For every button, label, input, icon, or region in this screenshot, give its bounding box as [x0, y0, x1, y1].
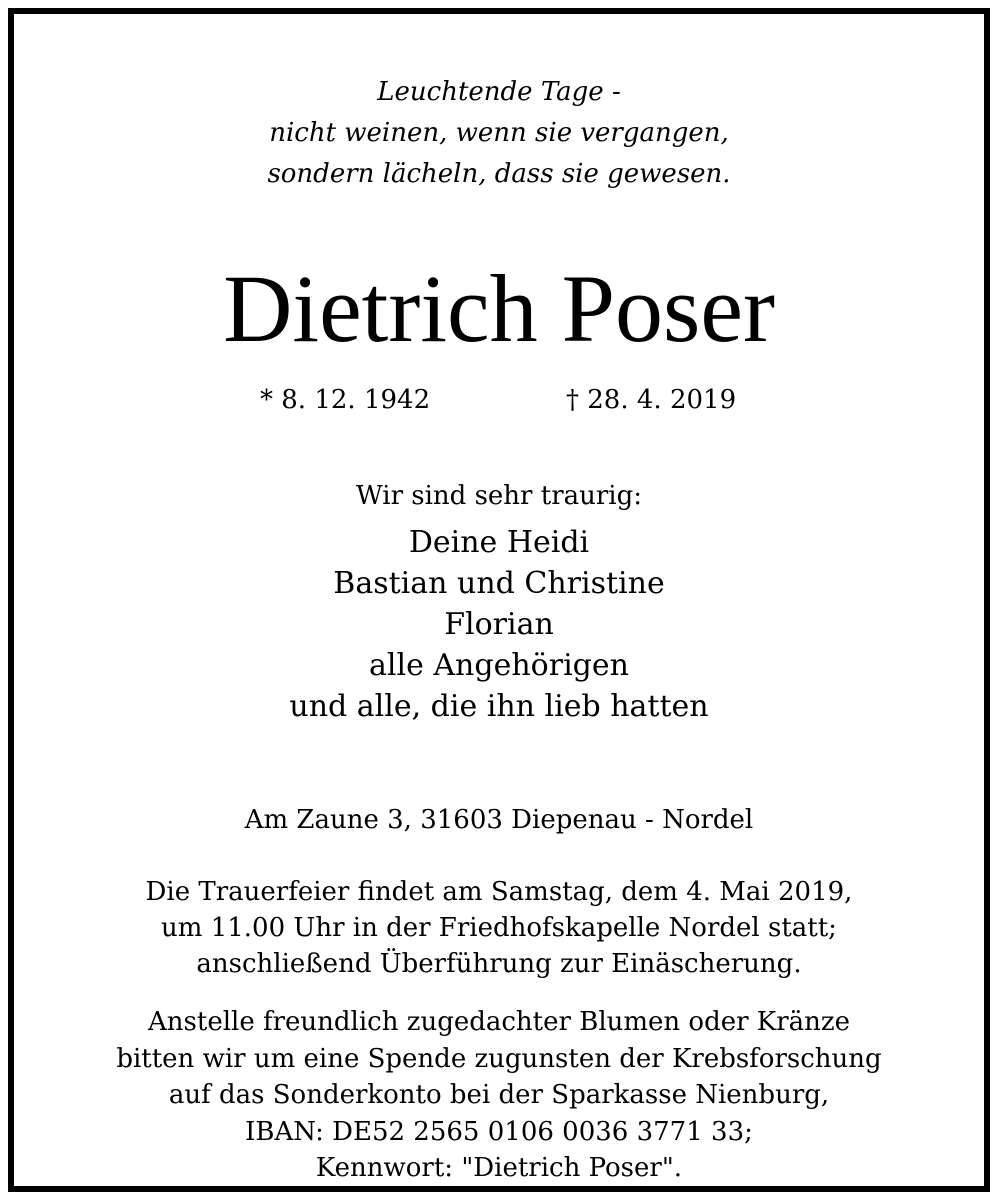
ceremony-line: Die Trauerfeier findet am Samstag, dem 4. Mai 2019,: [145, 877, 853, 907]
donation-line: IBAN: DE52 2565 0106 0036 3771 33;: [245, 1116, 753, 1147]
deceased-name: Dietrich Poser: [223, 255, 775, 362]
obituary-frame: [8, 8, 990, 1192]
donation-line: bitten wir um eine Spende zugunsten der Krebsforschung: [116, 1043, 882, 1074]
ceremony-notice: [28, 874, 970, 982]
ceremony-line: um 11.00 Uhr in der Friedhofskapelle Nordel statt;: [161, 913, 837, 943]
donation-line: Anstelle freundlich zugedachter Blumen oder Kränze: [148, 1007, 850, 1037]
quote-line: nicht weinen, wenn sie vergangen,: [269, 118, 729, 148]
family-address: Am Zaune 3, 31603 Diepenau - Nordel: [244, 805, 754, 835]
mourner-line: Bastian und Christine: [333, 566, 665, 601]
birth-date: * 8. 12. 1942: [260, 385, 431, 415]
mourner-line: und alle, die ihn lieb hatten: [289, 689, 709, 724]
mourners-list: [28, 522, 970, 727]
mourner-line: Deine Heidi: [408, 525, 590, 560]
donation-notice: [28, 1004, 970, 1187]
mourners-intro: Wir sind sehr traurig:: [355, 481, 643, 511]
donation-line: auf das Sonderkonto bei der Sparkasse Nienburg,: [168, 1080, 830, 1110]
ceremony-line: anschließend Überführung zur Einäscherung.: [196, 949, 802, 979]
quote-line: Leuchtende Tage -: [377, 77, 621, 107]
donation-line: Kennwort: "Dietrich Poser".: [315, 1153, 683, 1183]
quote-line: sondern lächeln, dass sie gewesen.: [267, 159, 731, 189]
mourner-line: Florian: [444, 607, 554, 642]
mourner-line: alle Angehörigen: [369, 648, 629, 683]
memorial-quote: [28, 72, 970, 195]
death-date: † 28. 4. 2019: [566, 385, 737, 415]
